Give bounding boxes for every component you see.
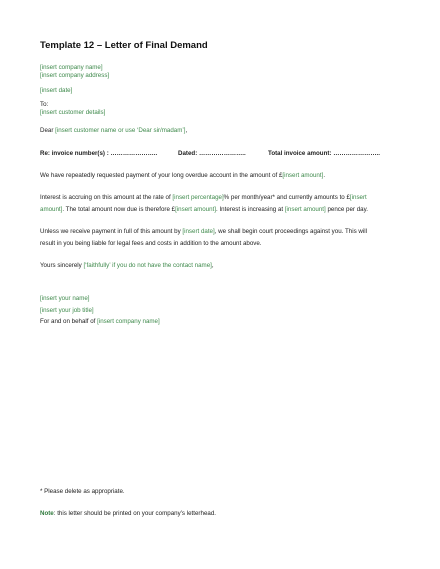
page-title: Template 12 – Letter of Final Demand [40,40,208,51]
note-text: : this letter should be printed on your company’s letterhead. [53,510,216,517]
to-label: To: [40,101,49,108]
total-due-field: [insert amount] [175,206,217,213]
total-amount-line: Total invoice amount: ………………….. [268,150,380,157]
signer-name-field: [insert your name] [40,295,90,302]
paragraph-overdue-end: . [323,172,326,179]
dated-line: Dated: ………………….. [178,150,246,157]
interest-text-d: . Interest is increasing at [216,206,285,213]
footnote: * Please delete as appropriate. [40,488,125,495]
salutation-suffix: , [185,127,188,134]
signer-job-title-field: [insert your job title] [40,307,94,314]
salutation-field: [insert customer name or use ‘Dear sir/madam’] [55,127,186,134]
interest-text-c: . The total amount now due is therefore £ [62,206,176,213]
percentage-field: [insert percentage] [172,194,224,201]
paragraph-interest-line2 [40,206,368,214]
note-label: Note [40,510,54,517]
paragraph-overdue-text: We have repeatedly requested payment of your long overdue account in the amount of £ [40,172,283,179]
customer-details-field: [insert customer details] [40,109,106,116]
overdue-amount-field: [insert amount] [282,172,324,179]
company-address-field: [insert company address] [40,72,110,79]
interest-amount-field-start: [insert [349,194,367,201]
company-name-field: [insert company name] [40,64,103,71]
paragraph-interest-line1 [40,194,367,202]
closing-suffix: , [211,262,214,269]
on-behalf-line [40,318,160,326]
salutation [40,127,187,135]
paragraph-overdue [40,172,325,180]
daily-interest-field: [insert amount] [284,206,326,213]
closing [40,262,214,270]
salutation-prefix: Dear [40,127,56,134]
interest-text-a: Interest is accruing on this amount at the rate of [40,194,173,201]
on-behalf-prefix: For and on behalf of [40,318,98,325]
interest-text-b: % per month/year* and currently amounts to £ [223,194,350,201]
paragraph-proceedings-line1 [40,228,367,236]
invoice-number-line: Re: invoice number(s) : ………………….. [40,150,158,157]
closing-prefix: Yours sincerely [40,262,84,269]
interest-amount-field-end: amount] [40,206,63,213]
letterhead-note [40,510,216,518]
proceedings-text-b: , we shall begin court proceedings against you. This will [214,228,367,235]
interest-text-e: pence per day. [325,206,368,213]
proceedings-text-a: Unless we receive payment in full of this amount by [40,228,183,235]
deadline-date-field: [insert date] [182,228,215,235]
paragraph-proceedings-line2: result in you being liable for legal fees and costs in addition to the amount above. [40,240,262,247]
date-field: [insert date] [40,87,73,94]
on-behalf-company-field: [insert company name] [97,318,160,325]
closing-field: [‘faithfully’ if you do not have the contact name] [83,262,212,269]
